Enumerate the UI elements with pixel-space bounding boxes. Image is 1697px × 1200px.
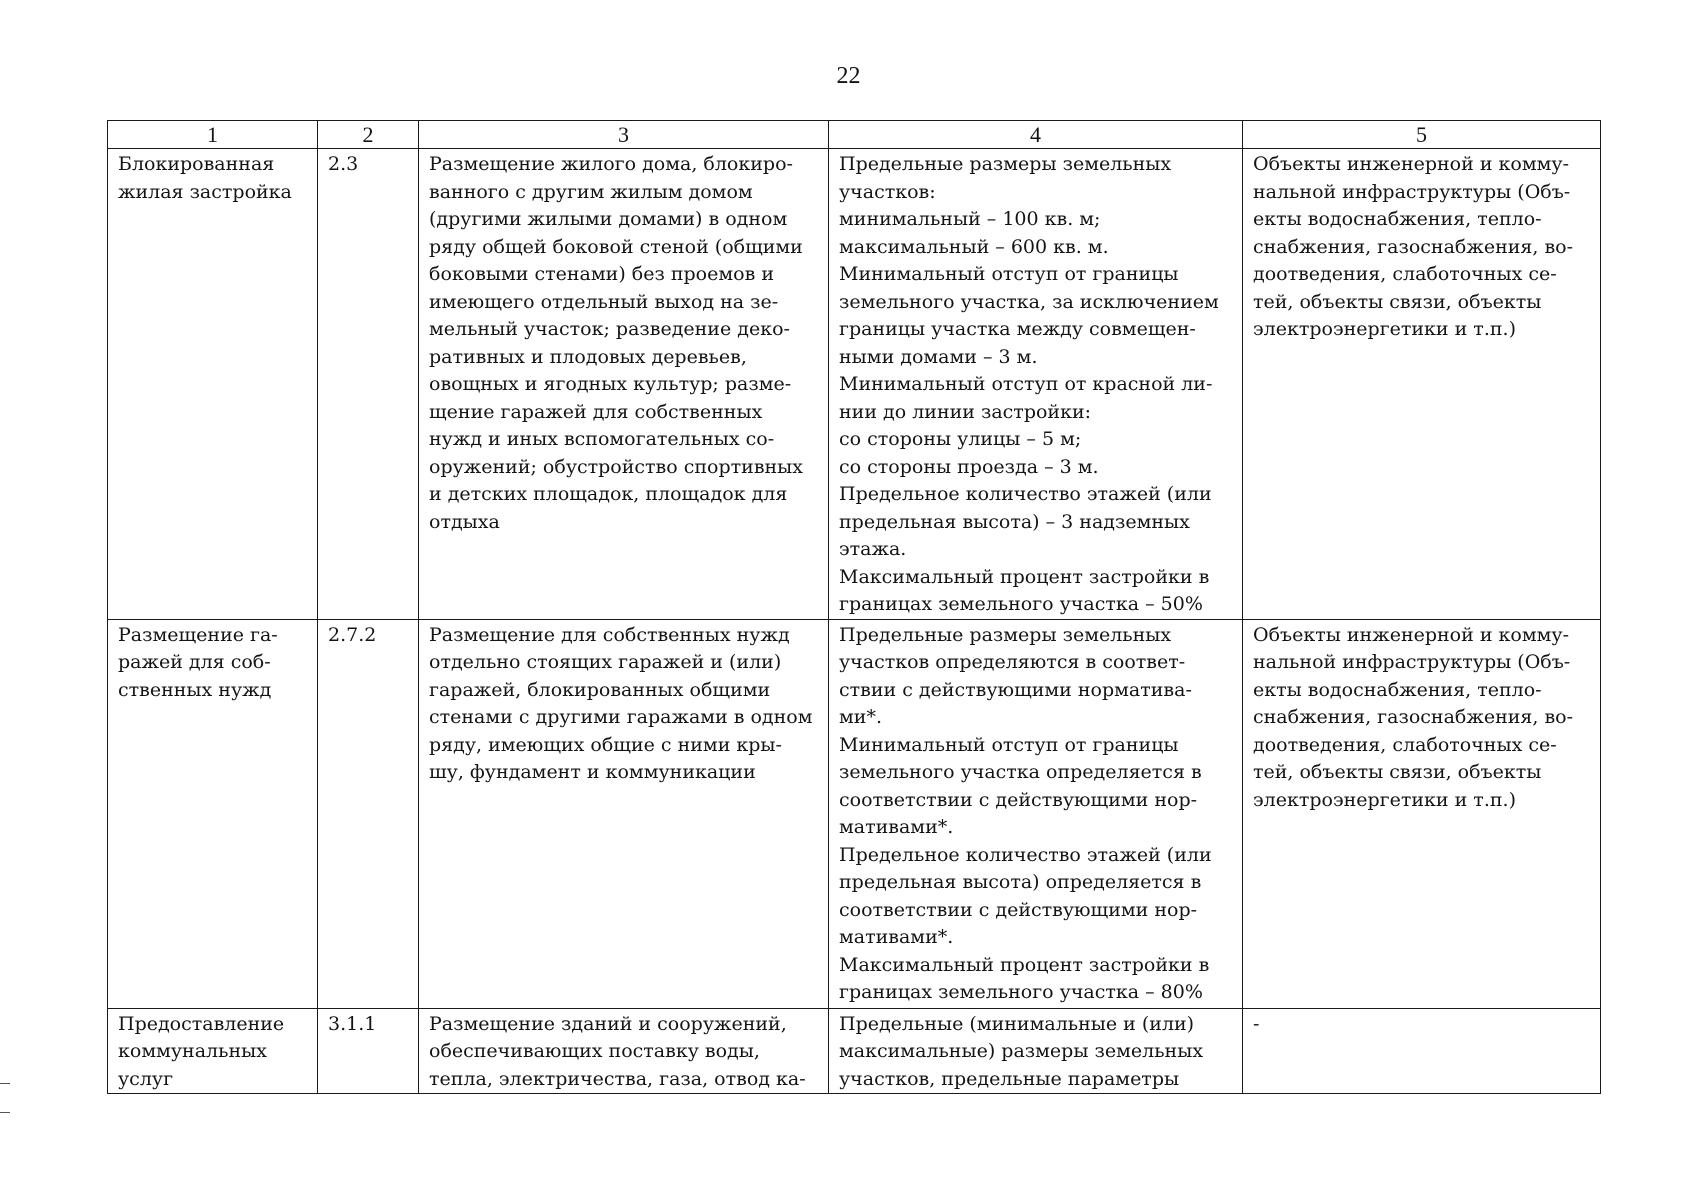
auxiliary-uses-cell: Объекты инженерной и комму- нальной инфраструктуры (Объ- екты водоснабжения, тепло- снабжения, газоснабжения, во- доотведения, слаботочных се- тей, объекты связи, объекты электроэнергетики и т.п.) <box>1243 149 1601 620</box>
column-header-2: 2 <box>318 121 419 149</box>
column-header-4: 4 <box>829 121 1243 149</box>
use-parameters-cell: Предельные размеры земельных участков определяются в соответ- ствии с действующими норматива- ми*. Минимальный отступ от границы земельного участка определяется в соответствии с действующими нор- мативами*. Предельное количество этажей (или предельная высота) определяется в соответствии с действующими нор- мативами*. Максимальный процент застройки в границах земельного участка – 80% <box>829 619 1243 1008</box>
use-parameters-cell: Предельные (минимальные и (или) максимальные) размеры земельных участков, предельные параметры <box>829 1008 1243 1094</box>
column-header-3: 3 <box>419 121 829 149</box>
auxiliary-uses-cell: - <box>1243 1008 1601 1094</box>
use-description-cell: Размещение для собственных нужд отдельно стоящих гаражей и (или) гаражей, блокированных общими стенами с другими гаражами в одном ряду, имеющих общие с ними кры- шу, фундамент и коммуникации <box>419 619 829 1008</box>
table-row <box>108 619 1601 1008</box>
use-name-cell: Предоставление коммунальных услуг <box>108 1008 318 1094</box>
use-code-cell: 2.7.2 <box>318 619 419 1008</box>
column-header-5: 5 <box>1243 121 1601 149</box>
use-code-cell: 2.3 <box>318 149 419 620</box>
use-description-cell: Размещение жилого дома, блокиро- ванного с другим жилым домом (другими жилыми домами) в одном ряду общей боковой стеной (общими боковыми стенами) без проемов и имеющего отдельный выход на зе- мельный участок; разведение деко- ративных и плодовых деревьев, овощных и ягодных культур; разме- щение гаражей для собственных нужд и иных вспомогательных со- оружений; обустройство спортивных и детских площадок, площадок для отдыха <box>419 149 829 620</box>
land-use-table <box>107 120 1601 1094</box>
table-header-row <box>108 121 1601 149</box>
scan-edge-mark <box>0 1083 10 1084</box>
use-code-cell: 3.1.1 <box>318 1008 419 1094</box>
table-row <box>108 149 1601 620</box>
scan-edge-mark <box>0 1112 10 1113</box>
use-name-cell: Блокированная жилая застройка <box>108 149 318 620</box>
auxiliary-uses-cell: Объекты инженерной и комму- нальной инфраструктуры (Объ- екты водоснабжения, тепло- снабжения, газоснабжения, во- доотведения, слаботочных се- тей, объекты связи, объекты электроэнергетики и т.п.) <box>1243 619 1601 1008</box>
table-row <box>108 1008 1601 1094</box>
page-number: 22 <box>836 63 861 89</box>
use-description-cell: Размещение зданий и сооружений, обеспечивающих поставку воды, тепла, электричества, газа, отвод ка- <box>419 1008 829 1094</box>
column-header-1: 1 <box>108 121 318 149</box>
use-parameters-cell: Предельные размеры земельных участков: минимальный – 100 кв. м; максимальный – 600 кв. м. Минимальный отступ от границы земельного участка, за исключением границы участка между совмещен- ными домами – 3 м. Минимальный отступ от красной ли- нии до линии застройки: со стороны улицы – 5 м; со стороны проезда – 3 м. Предельное количество этажей (или предельная высота) – 3 надземных этажа. Максимальный процент застройки в границах земельного участка – 50% <box>829 149 1243 620</box>
use-name-cell: Размещение га- ражей для соб- ственных нужд <box>108 619 318 1008</box>
